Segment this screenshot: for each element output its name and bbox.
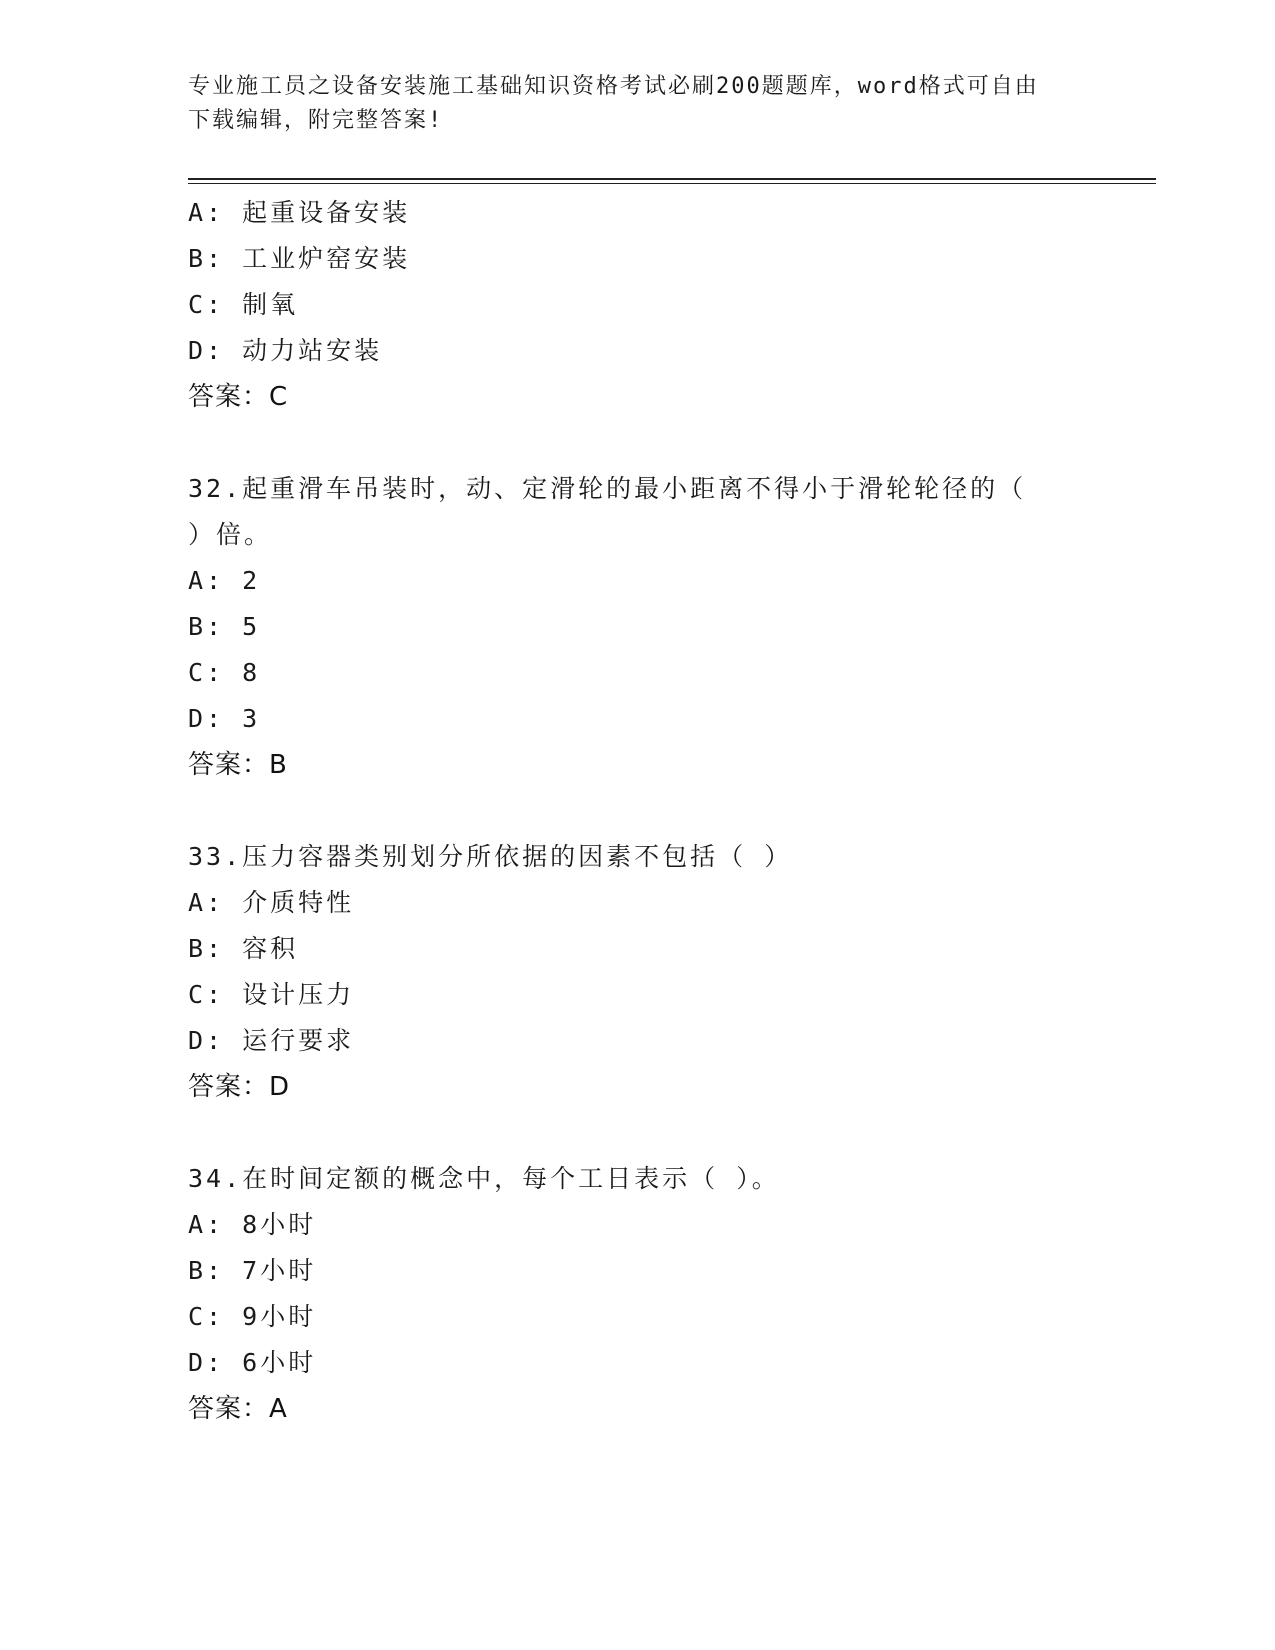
option-d: D: 运行要求 bbox=[188, 1026, 355, 1055]
answer-line: 答案：A bbox=[188, 1394, 288, 1424]
answer-line: 答案：C bbox=[188, 382, 289, 412]
question-text: 33.压力容器类别划分所依据的因素不包括（ ） bbox=[188, 842, 793, 871]
answer-line: 答案：D bbox=[188, 1072, 291, 1102]
header-divider-thick bbox=[188, 178, 1156, 180]
option-c: C: 9小时 bbox=[188, 1302, 317, 1331]
option-b: B: 7小时 bbox=[188, 1256, 317, 1285]
question-31 bbox=[188, 190, 1156, 420]
question-33 bbox=[188, 834, 1156, 1110]
option-b: B: 工业炉窑安装 bbox=[188, 244, 411, 273]
question-34 bbox=[188, 1156, 1156, 1432]
option-b: B: 容积 bbox=[188, 934, 299, 963]
header-line-2: 下载编辑，附完整答案! bbox=[188, 108, 444, 133]
option-c: C: 8 bbox=[188, 658, 261, 687]
option-d: D: 6小时 bbox=[188, 1348, 317, 1377]
answer-line: 答案：B bbox=[188, 750, 288, 780]
option-a: A: 8小时 bbox=[188, 1210, 317, 1239]
question-text: 34.在时间定额的概念中，每个工日表示（ ）。 bbox=[188, 1164, 780, 1193]
option-a: A: 介质特性 bbox=[188, 888, 355, 917]
option-a: A: 起重设备安装 bbox=[188, 198, 411, 227]
document-header bbox=[188, 70, 1088, 138]
question-list bbox=[188, 190, 1156, 1432]
header-line-1: 专业施工员之设备安装施工基础知识资格考试必刷200题题库，word格式可自由 bbox=[188, 74, 1039, 99]
question-text-line-2: ）倍。 bbox=[188, 520, 273, 549]
option-d: D: 动力站安装 bbox=[188, 336, 383, 365]
option-d: D: 3 bbox=[188, 704, 261, 733]
option-c: C: 设计压力 bbox=[188, 980, 355, 1009]
header-divider-thin bbox=[188, 183, 1156, 184]
option-a: A: 2 bbox=[188, 566, 261, 595]
option-b: B: 5 bbox=[188, 612, 261, 641]
option-c: C: 制氧 bbox=[188, 290, 299, 319]
question-32 bbox=[188, 466, 1156, 788]
question-text-line-1: 32.起重滑车吊装时，动、定滑轮的最小距离不得小于滑轮轮径的（ bbox=[188, 474, 1027, 503]
